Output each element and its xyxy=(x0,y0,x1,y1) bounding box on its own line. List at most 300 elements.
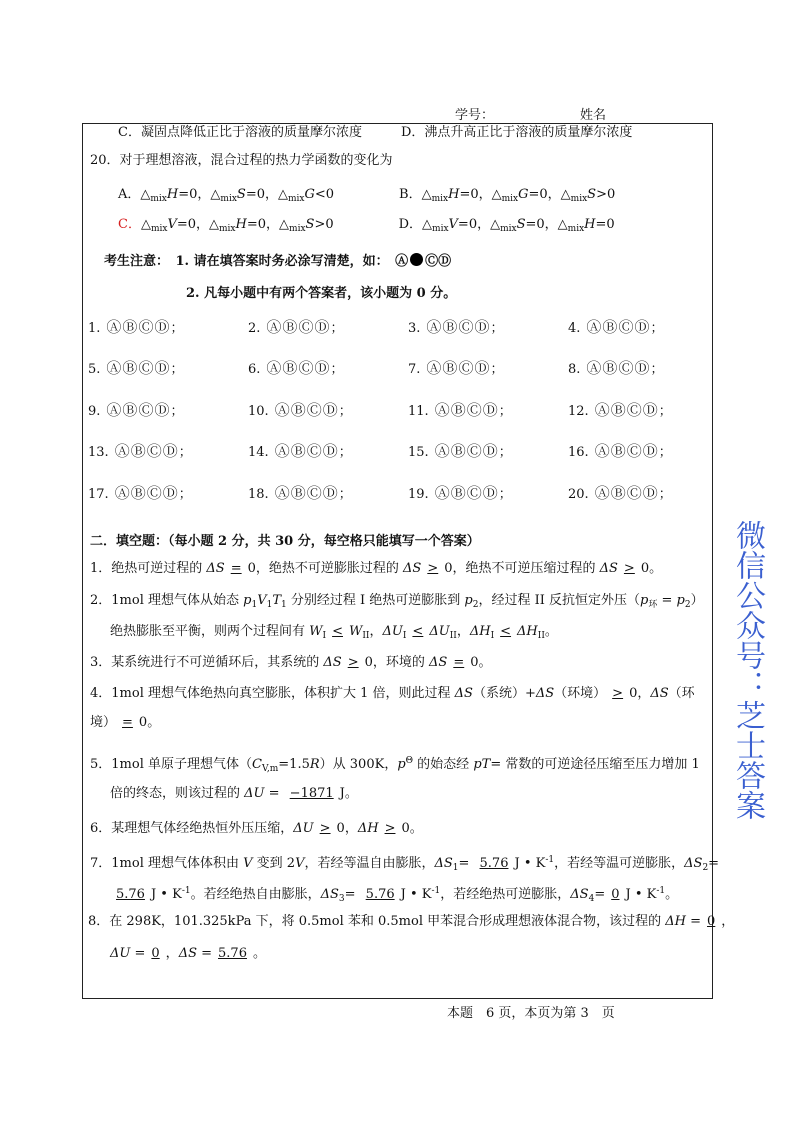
text-fragment: C． xyxy=(118,217,141,232)
answer-bubble-d[interactable]: Ⓓ xyxy=(474,359,490,377)
text-fragment: = 常数的可逆途径压缩至压力增加 1 xyxy=(490,757,700,772)
answer-bubble-c[interactable]: Ⓒ xyxy=(146,484,162,502)
answer-number: 10. xyxy=(248,404,269,419)
text-fragment: C．凝固点降低正比于溶液的质量摩尔浓度 D．沸点升高正比于溶液的质量摩尔浓度 xyxy=(118,125,633,140)
text-fragment: ΔS xyxy=(178,946,197,961)
answer-number: 9. xyxy=(88,404,101,419)
text-fragment: mix xyxy=(219,224,236,234)
answer-bubble-a[interactable]: Ⓐ xyxy=(266,318,282,336)
text-fragment: 0，绝热不可逆膨胀过程的 xyxy=(247,561,404,576)
text-fragment: W xyxy=(348,624,363,639)
text-fragment: -1 xyxy=(656,886,666,896)
fill-q1 xyxy=(90,560,662,578)
answer-bubble-d[interactable]: Ⓓ xyxy=(314,359,330,377)
separator: ； xyxy=(178,445,192,460)
answer-item-2 xyxy=(248,316,343,337)
answer-bubble-a[interactable]: Ⓐ xyxy=(106,359,122,377)
text-fragment: ， xyxy=(369,624,383,639)
fill-q8-line1 xyxy=(88,913,734,931)
text-fragment: II xyxy=(449,631,457,641)
answer-bubble-d[interactable]: Ⓓ xyxy=(322,484,338,502)
text-fragment: 考生注意： 1. 请在填答案时务必涂写清楚，如： Ⓐ xyxy=(104,254,409,269)
text-fragment: =0，△ xyxy=(245,187,288,202)
answer-blank: < xyxy=(412,624,424,639)
text-fragment: mix xyxy=(287,194,305,204)
text-fragment: 变到 2 xyxy=(252,856,296,871)
answer-number: 13. xyxy=(88,445,109,460)
answer-bubble-c[interactable]: Ⓒ xyxy=(618,359,634,377)
text-fragment: 0，环境的 xyxy=(364,655,430,670)
answer-bubble-d[interactable]: Ⓓ xyxy=(154,359,170,377)
text-fragment: I xyxy=(490,631,495,641)
separator: ； xyxy=(658,445,672,460)
answer-bubble-d[interactable]: Ⓓ xyxy=(634,359,650,377)
answer-bubble-b[interactable]: Ⓑ xyxy=(442,359,458,377)
separator: ； xyxy=(330,362,344,377)
answer-item-8 xyxy=(568,357,663,378)
text-fragment: 。若经绝热自由膨胀， xyxy=(190,887,321,902)
text-fragment: ΔS xyxy=(323,655,342,670)
answer-bubble-b[interactable]: Ⓑ xyxy=(130,484,146,502)
answer-item-3 xyxy=(408,316,503,337)
q20-stem xyxy=(90,152,393,170)
answer-item-15 xyxy=(408,440,512,461)
answer-bubble-c[interactable]: Ⓒ xyxy=(626,484,642,502)
text-fragment: J • K xyxy=(400,887,432,902)
answer-bubble-c[interactable]: Ⓒ xyxy=(466,442,482,460)
answer-blank: > xyxy=(319,821,331,836)
answer-item-11 xyxy=(408,399,512,420)
text-fragment: p xyxy=(243,593,252,608)
answer-blank: < xyxy=(332,624,343,639)
answer-bubble-d[interactable]: Ⓓ xyxy=(162,442,178,460)
q20-options-ab xyxy=(118,186,615,208)
text-fragment: 0。 xyxy=(401,821,423,836)
separator: ； xyxy=(338,445,352,460)
separator: ； xyxy=(490,321,504,336)
text-fragment: mix xyxy=(500,224,517,234)
answer-bubble-c[interactable]: Ⓒ xyxy=(306,484,322,502)
text-fragment: p xyxy=(640,593,649,608)
text-fragment: >0 xyxy=(596,187,616,202)
answer-bubble-b[interactable]: Ⓑ xyxy=(450,484,466,502)
answer-blank: < xyxy=(500,624,512,639)
text-fragment: mix xyxy=(431,194,449,204)
text-fragment: 3．某系统进行不可逆循环后，其系统的 xyxy=(90,655,324,670)
answer-bubble-b[interactable]: Ⓑ xyxy=(602,318,618,336)
text-fragment: =0 xyxy=(595,217,615,232)
text-fragment: =0，△ xyxy=(176,217,220,232)
text-fragment: V xyxy=(448,217,458,232)
answer-bubble-b[interactable]: Ⓑ xyxy=(282,359,298,377)
answer-blank: −1871 xyxy=(289,786,334,801)
text-fragment: p xyxy=(464,593,473,608)
answer-bubble-a[interactable]: Ⓐ xyxy=(434,484,450,502)
text-fragment: V xyxy=(257,593,267,608)
answer-bubble-a[interactable]: Ⓐ xyxy=(586,359,602,377)
answer-bubble-b[interactable]: Ⓑ xyxy=(610,442,626,460)
answer-bubble-b[interactable]: Ⓑ xyxy=(442,318,458,336)
text-fragment: ΔS xyxy=(570,887,589,902)
text-fragment: 7．1mol 理想气体体积由 xyxy=(90,856,244,871)
answer-bubble-a[interactable]: Ⓐ xyxy=(274,401,290,419)
answer-blank: 0 xyxy=(151,946,160,961)
text-fragment: 1 xyxy=(251,600,258,610)
answer-bubble-c[interactable]: Ⓒ xyxy=(466,401,482,419)
answer-bubble-b[interactable]: Ⓑ xyxy=(282,318,298,336)
text-fragment: ΔS xyxy=(403,561,422,576)
separator: ； xyxy=(658,404,672,419)
text-fragment: S xyxy=(305,217,315,232)
text-fragment: 倍的终态，则该过程的 xyxy=(110,786,245,801)
text-fragment: ΔS xyxy=(599,561,618,576)
answer-number: 5. xyxy=(88,362,101,377)
answer-bubble-a[interactable]: Ⓐ xyxy=(274,442,290,460)
text-fragment: 的始态经 xyxy=(413,757,474,772)
text-fragment: R xyxy=(309,757,320,772)
text-fragment: 0，绝热不可逆压缩过程的 xyxy=(444,561,600,576)
answer-bubble-b[interactable]: Ⓑ xyxy=(450,401,466,419)
text-fragment: mix xyxy=(432,224,449,234)
text-fragment: 0， xyxy=(629,686,651,701)
separator: ； xyxy=(170,404,184,419)
text-fragment: 20．对于理想溶液，混合过程的热力学函数的变化为 xyxy=(90,153,393,168)
text-fragment: 。 xyxy=(665,887,679,902)
text-fragment: II xyxy=(362,631,370,641)
fill-q4-line2 xyxy=(90,714,160,732)
text-fragment: 3 xyxy=(338,894,345,904)
answer-item-5 xyxy=(88,357,183,378)
text-fragment: 6．某理想气体经绝热恒外压压缩， xyxy=(90,821,294,836)
answer-number: 8. xyxy=(568,362,581,377)
watermark: 微信公众号：芝士答案 xyxy=(730,520,765,820)
text-fragment: = xyxy=(594,887,606,902)
fill-q4-line1 xyxy=(90,685,695,703)
text-fragment: 0。 xyxy=(470,655,492,670)
answer-bubble-d[interactable]: Ⓓ xyxy=(154,318,170,336)
text-fragment: J • K xyxy=(150,887,182,902)
answer-item-19 xyxy=(408,482,512,503)
answer-bubble-c[interactable]: Ⓒ xyxy=(298,318,314,336)
separator: ； xyxy=(170,321,184,336)
answer-item-10 xyxy=(248,399,352,420)
answer-bubble-c[interactable]: Ⓒ xyxy=(298,359,314,377)
separator: ； xyxy=(498,445,512,460)
fill-q7-line1 xyxy=(90,851,719,877)
text-fragment: ΔU xyxy=(382,624,403,639)
answer-bubble-a[interactable]: Ⓐ xyxy=(106,318,122,336)
text-fragment: 0。 xyxy=(640,561,663,576)
answer-number: 4. xyxy=(568,321,581,336)
answer-bubble-a[interactable]: Ⓐ xyxy=(434,401,450,419)
text-fragment: H xyxy=(166,187,179,202)
text-fragment: ， xyxy=(165,946,179,961)
answer-blank: > xyxy=(623,561,635,576)
text-fragment: 4．1mol 理想气体绝热向真空膨胀，体积扩大 1 倍，则此过程 xyxy=(90,686,455,701)
answer-bubble-b[interactable]: Ⓑ xyxy=(122,401,138,419)
answer-bubble-a[interactable]: Ⓐ xyxy=(594,442,610,460)
text-fragment: ΔS xyxy=(454,686,473,701)
answer-blank: 5.76 xyxy=(116,887,145,902)
separator: ； xyxy=(658,487,672,502)
text-fragment: W xyxy=(309,624,323,639)
answer-bubble-d[interactable]: Ⓓ xyxy=(322,401,338,419)
notice-1 xyxy=(104,253,451,271)
answer-number: 2. xyxy=(248,321,261,336)
text-fragment: 8．在 298K，101.325kPa 下，将 0.5mol 苯和 0.5mol 甲苯混合形成理想液体混合物，该过程的 xyxy=(88,914,666,929)
answer-blank: = xyxy=(122,715,133,730)
answer-bubble-d[interactable]: Ⓓ xyxy=(474,318,490,336)
q19-options-cd xyxy=(118,124,632,142)
text-fragment: 0， xyxy=(336,821,358,836)
answer-bubble-b[interactable]: Ⓑ xyxy=(610,401,626,419)
text-fragment: ΔS xyxy=(434,856,453,871)
text-fragment: ΔS xyxy=(429,655,448,670)
answer-item-14 xyxy=(248,440,352,461)
fill-q2-line1 xyxy=(90,592,704,614)
answer-bubble-c[interactable]: Ⓒ xyxy=(306,401,322,419)
answer-number: 12. xyxy=(568,404,589,419)
text-fragment: ⒸⒹ xyxy=(425,254,452,269)
text-fragment: 2. 凡每小题中有两个答案者，该小题为 0 分。 xyxy=(186,286,457,301)
text-fragment: ）从 300K， xyxy=(319,757,398,772)
text-fragment: V xyxy=(295,856,305,871)
answer-blank: 5.76 xyxy=(365,887,395,902)
answer-bubble-d[interactable]: Ⓓ xyxy=(642,484,658,502)
text-fragment: 5．1mol 单原子理想气体（ xyxy=(90,757,252,772)
fill-q5-line2 xyxy=(110,785,358,803)
text-fragment: mix xyxy=(150,224,168,234)
text-fragment: = xyxy=(344,887,360,902)
answer-number: 15. xyxy=(408,445,429,460)
text-fragment: J • K xyxy=(514,856,546,871)
text-fragment: 2 xyxy=(472,600,479,610)
q20-options-cd xyxy=(118,216,615,238)
text-fragment: V xyxy=(243,856,253,871)
fill-q2-line2 xyxy=(110,623,558,645)
answer-blank: 0 xyxy=(707,914,716,929)
answer-item-1 xyxy=(88,316,183,337)
answer-blank: > xyxy=(347,655,359,670)
text-fragment: ， xyxy=(721,914,735,929)
notice-2 xyxy=(186,285,456,303)
text-fragment: I xyxy=(322,631,327,641)
text-fragment: J。 xyxy=(339,786,358,801)
answer-number: 14. xyxy=(248,445,269,460)
answer-bubble-a[interactable]: Ⓐ xyxy=(594,484,610,502)
answer-bubble-d[interactable]: Ⓓ xyxy=(162,484,178,502)
answer-bubble-b[interactable]: Ⓑ xyxy=(450,442,466,460)
text-fragment: =0，△ xyxy=(459,187,502,202)
answer-number: 17. xyxy=(88,487,109,502)
answer-bubble-b[interactable]: Ⓑ xyxy=(122,318,138,336)
text-fragment: ΔU xyxy=(429,624,450,639)
answer-bubble-b[interactable]: Ⓑ xyxy=(130,442,146,460)
answer-bubble-b[interactable]: Ⓑ xyxy=(610,484,626,502)
text-fragment: H xyxy=(448,187,460,202)
text-fragment: ΔH xyxy=(665,914,686,929)
answer-bubble-d[interactable]: Ⓓ xyxy=(642,401,658,419)
answer-bubble-a[interactable]: Ⓐ xyxy=(594,401,610,419)
answer-bubble-a[interactable]: Ⓐ xyxy=(426,318,442,336)
separator: ； xyxy=(338,404,352,419)
answer-bubble-a[interactable]: Ⓐ xyxy=(114,442,130,460)
answer-number: 6. xyxy=(248,362,261,377)
answer-item-16 xyxy=(568,440,672,461)
text-fragment: mix xyxy=(501,194,519,204)
answer-bubble-c[interactable]: Ⓒ xyxy=(138,401,154,419)
text-fragment: ΔS xyxy=(535,686,555,701)
text-fragment: ，经过程 II 反抗恒定外压（ xyxy=(478,593,640,608)
answer-item-12 xyxy=(568,399,672,420)
answer-item-17 xyxy=(88,482,192,503)
text-fragment: 0。 xyxy=(138,715,161,730)
answer-bubble-b[interactable]: Ⓑ xyxy=(290,484,306,502)
text-fragment: H xyxy=(584,217,596,232)
answer-bubble-b[interactable]: Ⓑ xyxy=(290,442,306,460)
text-fragment: 环 xyxy=(648,600,658,610)
answer-number: 20. xyxy=(568,487,589,502)
text-fragment: =1.5 xyxy=(278,757,310,772)
answer-bubble-c[interactable]: Ⓒ xyxy=(626,442,642,460)
answer-bubble-a[interactable]: Ⓐ xyxy=(274,484,290,502)
text-fragment: （系统）+ xyxy=(472,686,536,701)
answer-bubble-a[interactable]: Ⓐ xyxy=(114,484,130,502)
separator: ； xyxy=(498,404,512,419)
text-fragment: 。 xyxy=(252,946,266,961)
text-fragment: V xyxy=(167,217,177,232)
text-fragment: <0 B．△ xyxy=(314,187,432,202)
text-fragment: 1．绝热可逆过程的 xyxy=(90,561,207,576)
answer-item-18 xyxy=(248,482,352,503)
text-fragment: pT xyxy=(473,757,491,772)
text-fragment: ，若经等温自由膨胀， xyxy=(304,856,435,871)
answer-blank: > xyxy=(427,561,439,576)
fill-q8-line2 xyxy=(110,945,266,963)
answer-blank: 0 xyxy=(611,887,620,902)
answer-bubble-d[interactable]: Ⓓ xyxy=(482,484,498,502)
answer-bubble-c[interactable]: Ⓒ xyxy=(138,359,154,377)
text-fragment: T xyxy=(272,593,281,608)
fill-q5-line1 xyxy=(90,752,700,778)
text-fragment: -1 xyxy=(181,886,191,896)
text-fragment: = xyxy=(458,856,474,871)
text-fragment: G xyxy=(304,187,315,202)
text-fragment: II xyxy=(537,631,545,641)
text-fragment: （环境） xyxy=(554,686,607,701)
answer-bubble-c[interactable]: Ⓒ xyxy=(146,442,162,460)
separator: ； xyxy=(498,487,512,502)
answer-item-13 xyxy=(88,440,192,461)
section-2-title xyxy=(90,533,480,551)
answer-bubble-c[interactable]: Ⓒ xyxy=(626,401,642,419)
text-fragment: =0，△ xyxy=(178,187,221,202)
separator: ； xyxy=(170,362,184,377)
answer-bubble-a[interactable]: Ⓐ xyxy=(426,359,442,377)
text-fragment: ΔS xyxy=(684,856,703,871)
text-fragment: = xyxy=(130,946,146,961)
text-fragment: -1 xyxy=(545,855,555,865)
text-fragment: ΔU xyxy=(293,821,314,836)
fill-q3 xyxy=(90,654,492,672)
text-fragment: = xyxy=(657,593,677,608)
answer-bubble-a[interactable]: Ⓐ xyxy=(586,318,602,336)
text-fragment: Θ xyxy=(405,756,414,766)
answer-bubble-a[interactable]: Ⓐ xyxy=(434,442,450,460)
text-fragment: p xyxy=(676,593,685,608)
text-fragment: 分别经过程 I 绝热可逆膨胀到 xyxy=(286,593,465,608)
text-fragment: ） xyxy=(690,593,704,608)
text-fragment: 4 xyxy=(588,894,595,904)
separator: ； xyxy=(338,487,352,502)
text-fragment: ΔU xyxy=(244,786,265,801)
answer-number: 7. xyxy=(408,362,421,377)
text-fragment: mix xyxy=(570,194,588,204)
text-fragment: ΔH xyxy=(357,821,379,836)
answer-number: 3. xyxy=(408,321,421,336)
text-fragment: =0，△ xyxy=(457,217,501,232)
answer-number: 16. xyxy=(568,445,589,460)
text-fragment: p xyxy=(397,757,406,772)
answer-number: 1. xyxy=(88,321,101,336)
answer-bubble-a[interactable]: Ⓐ xyxy=(266,359,282,377)
text-fragment: H xyxy=(235,217,247,232)
text-fragment: 1 xyxy=(280,600,287,610)
answer-bubble-b[interactable]: Ⓑ xyxy=(122,359,138,377)
page-footer: 本题 6 页，本页为第 3 页 xyxy=(447,1006,615,1021)
text-fragment: 1 xyxy=(266,600,273,610)
answer-bubble-b[interactable]: Ⓑ xyxy=(602,359,618,377)
separator: ； xyxy=(178,487,192,502)
answer-bubble-d[interactable]: Ⓓ xyxy=(642,442,658,460)
fill-q7-line2 xyxy=(110,882,678,908)
answer-bubble-d[interactable]: Ⓓ xyxy=(482,442,498,460)
answer-bubble-b[interactable]: Ⓑ xyxy=(290,401,306,419)
separator: ； xyxy=(650,362,664,377)
text-fragment: mix xyxy=(150,194,167,204)
text-fragment: =0，△ xyxy=(528,187,571,202)
answer-bubble-c[interactable]: Ⓒ xyxy=(618,318,634,336)
text-fragment: 2 xyxy=(702,863,709,873)
answer-number: 11. xyxy=(408,404,429,419)
text-fragment: 绝热膨胀至平衡，则两个过程间有 xyxy=(110,624,310,639)
answer-bubble-a[interactable]: Ⓐ xyxy=(106,401,122,419)
separator: ； xyxy=(650,321,664,336)
answer-bubble-d[interactable]: Ⓓ xyxy=(482,401,498,419)
answer-bubble-d[interactable]: Ⓓ xyxy=(154,401,170,419)
answer-bubble-d[interactable]: Ⓓ xyxy=(634,318,650,336)
text-fragment: I xyxy=(402,631,407,641)
text-fragment: ΔU xyxy=(110,946,131,961)
answer-bubble-d[interactable]: Ⓓ xyxy=(322,442,338,460)
answer-bubble-d[interactable]: Ⓓ xyxy=(314,318,330,336)
text-fragment: = xyxy=(685,914,702,929)
text-fragment: ，若经绝热可逆膨胀， xyxy=(440,887,571,902)
text-fragment: mix xyxy=(289,224,306,234)
text-fragment: = xyxy=(708,856,720,871)
answer-bubble-c[interactable]: Ⓒ xyxy=(458,318,474,336)
answer-bubble-c[interactable]: Ⓒ xyxy=(138,318,154,336)
fill-q6 xyxy=(90,820,423,838)
separator: ； xyxy=(330,321,344,336)
answer-bubble-c[interactable]: Ⓒ xyxy=(466,484,482,502)
answer-item-9 xyxy=(88,399,183,420)
answer-item-6 xyxy=(248,357,343,378)
answer-blank: = xyxy=(230,561,242,576)
answer-bubble-c[interactable]: Ⓒ xyxy=(458,359,474,377)
answer-bubble-c[interactable]: Ⓒ xyxy=(306,442,322,460)
text-fragment: 二．填空题：（每小题 2 分，共 30 分，每空格只能填写一个答案） xyxy=(90,534,480,549)
